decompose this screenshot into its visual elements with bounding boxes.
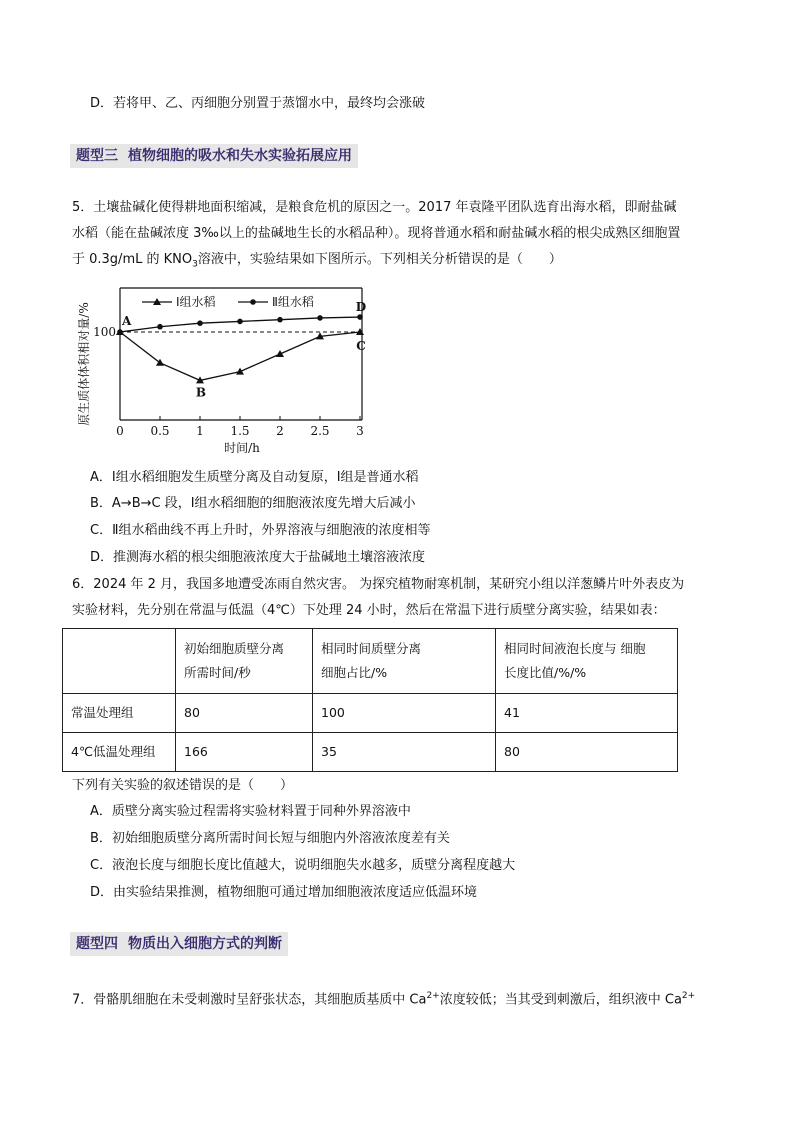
q7-pre: 7．骨骼肌细胞在未受刺激时呈舒张状态，其细胞质基质中 Ca [72, 992, 427, 1008]
point-label-d: D [355, 300, 367, 315]
x-tick-label: 2.5 [310, 424, 330, 438]
x-tick-label: 3 [356, 424, 364, 438]
chart-ylabel: 原生质体体积相对量/% [77, 302, 91, 426]
legend-label-group1: Ⅰ组水稻 [176, 295, 216, 309]
data-point-group2 [237, 319, 243, 325]
table-cell: 35 [313, 733, 496, 772]
data-point-group2 [357, 314, 363, 320]
point-label-a: A [122, 314, 132, 328]
data-point-group2 [197, 320, 203, 326]
table-cell: 100 [313, 694, 496, 733]
data-point-group1 [276, 350, 284, 357]
header-line: 细胞占比/% [321, 665, 388, 680]
q5-option-c: C．Ⅱ组水稻曲线不再上升时，外界溶液与细胞液的浓度相等 [90, 523, 431, 538]
header-line: 相同时间液泡长度与 细胞 [504, 641, 646, 656]
header-line: 初始细胞质壁分离 [184, 641, 285, 656]
q6-option-a: A．质壁分离实验过程需将实验材料置于同种外界溶液中 [90, 804, 411, 819]
table-header-row [63, 629, 678, 694]
data-point-group1 [236, 368, 244, 375]
q5-option-b: B．A→B→C 段，Ⅰ组水稻细胞的细胞液浓度先增大后减小 [90, 496, 416, 511]
section4-heading [70, 932, 288, 956]
table-cell: 80 [176, 694, 313, 733]
table-header-cell [63, 629, 176, 694]
q5-line3-sub: 3 [192, 259, 198, 270]
q6-table [62, 628, 678, 772]
table-row [63, 694, 678, 733]
point-label-c: C [356, 339, 366, 353]
q6-line1: 6．2024 年 2 月，我国多地遭受冻雨自然灾害。 为探究植物耐寒机制，某研究小组以洋葱鳞片叶外表皮为 [72, 577, 685, 592]
prev-option-d: D．若将甲、乙、丙细胞分别置于蒸馏水中，最终均会涨破 [90, 96, 426, 111]
x-tick-label: 0.5 [150, 424, 170, 438]
section3-label: 题型三 [76, 148, 118, 164]
q6-option-d: D．由实验结果推测，植物细胞可通过增加细胞液浓度适应低温环境 [90, 885, 478, 900]
section3-title: 植物细胞的吸水和失水实验拓展应用 [128, 148, 352, 164]
q5-option-a: A．Ⅰ组水稻细胞发生质壁分离及自动复原，Ⅰ组是普通水稻 [90, 470, 419, 485]
chart-xlabel: 时间/h [224, 441, 260, 455]
q5-line2: 水稻（能在盐碱浓度 3‰以上的盐碱地生长的水稻品种）。现将普通水稻和耐盐碱水稻的根尖成熟区细胞置 [72, 226, 681, 241]
table-cell: 166 [176, 733, 313, 772]
data-point-group2 [317, 315, 323, 321]
point-label-b: B [195, 385, 207, 400]
q5-option-d: D．推测海水稻的根尖细胞液浓度大于盐碱地土壤溶液浓度 [90, 550, 426, 565]
table-header-cell [176, 629, 313, 694]
table-row [63, 733, 678, 772]
q6-option-c: C．液泡长度与细胞长度比值越大，说明细胞失水越多，质壁分离程度越大 [90, 858, 516, 873]
data-point-group2 [157, 324, 163, 330]
x-tick-label: 1 [196, 424, 204, 438]
q5-line3-post: 溶液中，实验结果如下图所示。下列相关分析错误的是（ ） [197, 252, 562, 267]
q6-line2: 实验材料，先分别在常温与低温（4℃）下处理 24 小时，然后在常温下进行质壁分离实验，结果如表： [72, 603, 666, 618]
data-point-group2 [117, 329, 123, 335]
table-cell: 4℃低温处理组 [63, 733, 176, 772]
q6-option-b: B．初始细胞质壁分离所需时间长短与细胞内外溶液浓度差有关 [90, 831, 450, 846]
x-tick-label: 2 [276, 424, 284, 438]
section3-heading [70, 144, 358, 168]
legend-marker-group2 [250, 299, 256, 305]
q5-line3 [72, 250, 562, 275]
header-line: 相同时间质壁分离 [321, 641, 422, 656]
header-line: 所需时间/秒 [184, 665, 251, 680]
data-point-group2 [277, 317, 283, 323]
table-cell: 常温处理组 [63, 694, 176, 733]
x-tick-label: 0 [116, 424, 124, 438]
q5-line3-pre: 于 0.3g/mL 的 KNO [72, 252, 193, 267]
section4-title: 物质出入细胞方式的判断 [128, 936, 282, 952]
q7-sup1: 2+ [426, 991, 440, 1001]
q7-sup2: 2+ [681, 991, 696, 1001]
x-tick-label: 1.5 [230, 424, 250, 438]
header-line: 长度比值/%/% [504, 665, 587, 680]
table-cell: 41 [496, 694, 678, 733]
data-point-group1 [356, 328, 364, 335]
q6-stem: 下列有关实验的叙述错误的是（ ） [72, 778, 294, 793]
q7-line1 [72, 986, 695, 1010]
table-header-cell [496, 629, 678, 694]
q5-line1: 5．土壤盐碱化使得耕地面积缩减，是粮食危机的原因之一。2017 年袁隆平团队选育出海水稻，即耐盐碱 [72, 200, 677, 215]
y-tick-label: 100 [93, 325, 116, 339]
q7-mid: 浓度较低；当其受到刺激后，组织液中 Ca [439, 992, 682, 1008]
table-cell: 80 [496, 733, 678, 772]
legend-label-group2: Ⅱ组水稻 [272, 295, 314, 309]
section4-label: 题型四 [76, 936, 118, 952]
q5-chart [68, 280, 388, 460]
table-header-cell [313, 629, 496, 694]
